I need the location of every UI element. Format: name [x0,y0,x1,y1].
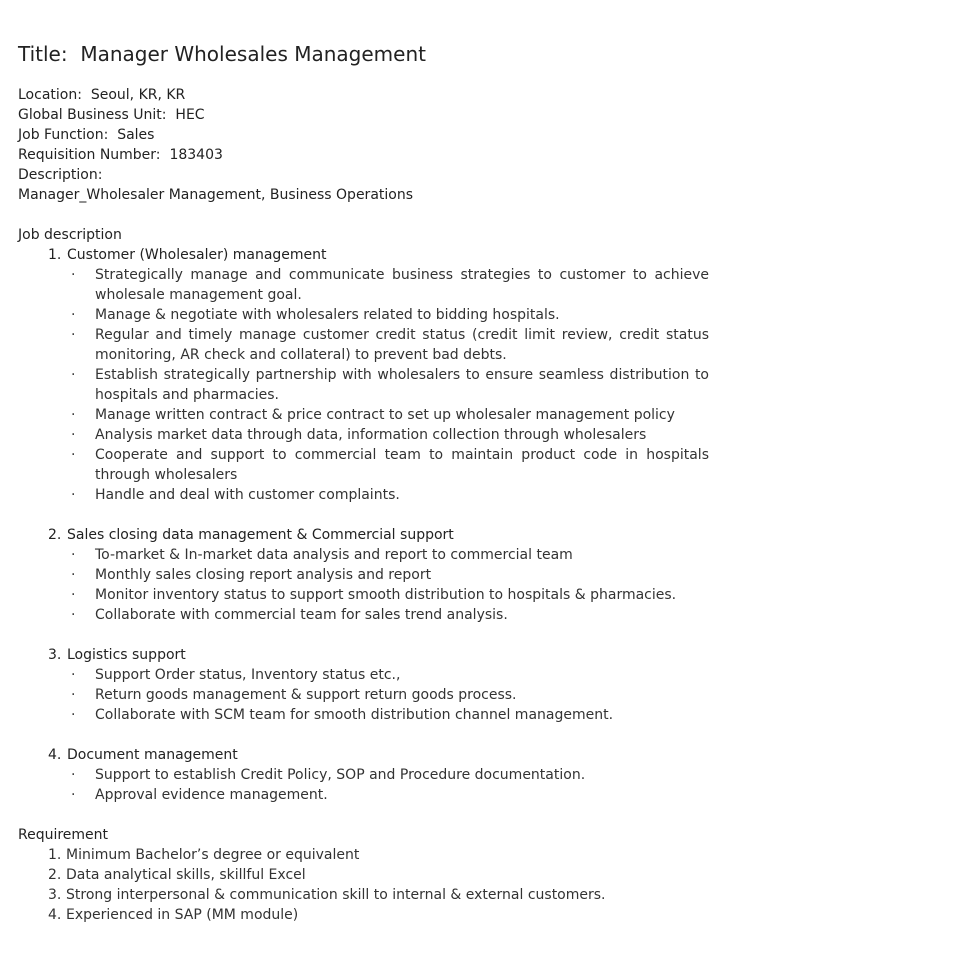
bullet-text: Collaborate with commercial team for sales trend analysis. [95,607,508,623]
job-description-sections [18,245,718,825]
bullet-item [18,365,709,405]
bullet-dot: · [71,667,76,683]
bullet-dot: · [71,707,76,723]
requirement-number: 2. [48,867,62,883]
requirement-heading: Requirement [18,827,109,843]
meta-row [18,125,718,145]
bullet-item [18,265,709,305]
requirement-text: Data analytical skills, skillful Excel [66,867,306,883]
requirement-item [18,885,718,905]
section-title: Sales closing data management & Commercial support [67,527,454,543]
bullet-dot: · [71,327,76,343]
requirement-number: 4. [48,907,62,923]
bullet-text: Handle and deal with customer complaints. [95,487,400,503]
bullet-dot: · [71,367,76,383]
bullet-dot: · [71,567,76,583]
job-description-heading: Job description [18,227,122,243]
bullet-item [18,685,709,705]
meta-value: Sales [117,127,155,143]
requirement-item [18,865,718,885]
bullet-text: Monthly sales closing report analysis and report [95,567,432,583]
section-number: 1. [48,247,62,263]
meta-row [18,165,718,185]
bullet-item [18,585,709,605]
requirement-number: 1. [48,847,62,863]
requirement-text: Strong interpersonal & communication skill to internal & external customers. [66,887,606,903]
meta-label: Requisition Number: [18,147,161,163]
bullet-text: Support to establish Credit Policy, SOP and Procedure documentation. [95,767,586,783]
bullet-item [18,485,709,505]
bullet-dot: · [71,687,76,703]
meta-label: Location: [18,87,82,103]
bullet-text: Monitor inventory status to support smooth distribution to hospitals & pharmacies. [95,587,677,603]
bullet-item [18,325,709,365]
bullet-item [18,445,709,485]
requirement-text: Minimum Bachelor’s degree or equivalent [66,847,360,863]
bullet-dot: · [71,767,76,783]
meta-list [18,85,718,185]
bullet-dot: · [71,487,76,503]
section-number: 2. [48,527,62,543]
meta-value: 183403 [169,147,223,163]
meta-value: HEC [175,107,205,123]
bullet-text: Support Order status, Inventory status etc., [95,667,401,683]
section-title: Logistics support [67,647,186,663]
bullet-dot: · [71,307,76,323]
page-title [18,40,718,68]
bullet-list [18,545,718,625]
title-value: Manager Wholesales Management [80,42,426,66]
bullet-text: Establish strategically partnership with wholesalers to ensure seamless distribution to hospitals and pharmacies. [95,367,709,403]
bullet-item [18,305,709,325]
meta-label: Description: [18,167,103,183]
bullet-text: Strategically manage and communicate business strategies to customer to achieve wholesale management goal. [95,267,709,303]
bullet-dot: · [71,587,76,603]
section-heading [18,525,718,545]
bullet-text: Cooperate and support to commercial team to maintain product code in hospitals through wholesalers [95,447,709,483]
requirement-item [18,845,718,865]
bullet-text: Regular and timely manage customer credit status (credit limit review, credit status monitoring, AR check and collateral) to prevent bad debts. [95,327,709,363]
meta-value: Seoul, KR, KR [90,87,186,103]
meta-row [18,105,718,125]
bullet-text: Return goods management & support return goods process. [95,687,517,703]
bullet-text: Approval evidence management. [95,787,328,803]
bullet-text: Manage written contract & price contract to set up wholesaler management policy [95,407,675,423]
bullet-item [18,565,709,585]
bullet-dot: · [71,407,76,423]
section-number: 3. [48,647,62,663]
bullet-dot: · [71,607,76,623]
requirement-list [18,845,718,925]
section-heading [18,245,718,265]
bullet-list [18,265,718,505]
bullet-dot: · [71,427,76,443]
requirement-item [18,905,718,925]
section-title: Customer (Wholesaler) management [67,247,327,263]
bullet-text: To-market & In-market data analysis and report to commercial team [95,547,573,563]
bullet-text: Analysis market data through data, information collection through wholesalers [95,427,647,443]
bullet-dot: · [71,787,76,803]
meta-label: Global Business Unit: [18,107,167,123]
job-posting [18,40,718,925]
bullet-dot: · [71,267,76,283]
bullet-dot: · [71,447,76,463]
meta-row [18,145,718,165]
requirement-text: Experienced in SAP (MM module) [66,907,299,923]
bullet-item [18,705,709,725]
section-title: Document management [67,747,238,763]
requirement-number: 3. [48,887,62,903]
meta-row [18,85,718,105]
section-heading [18,645,718,665]
meta-label: Job Function: [18,127,109,143]
bullet-list [18,765,718,805]
bullet-dot: · [71,547,76,563]
bullet-item [18,765,709,785]
bullet-item [18,605,709,625]
bullet-text: Collaborate with SCM team for smooth distribution channel management. [95,707,614,723]
title-label: Title: [18,42,68,66]
section-number: 4. [48,747,62,763]
bullet-item [18,785,709,805]
bullet-list [18,665,718,725]
bullet-text: Manage & negotiate with wholesalers related to bidding hospitals. [95,307,560,323]
section-heading [18,745,718,765]
bullet-item [18,425,709,445]
subtitle: Manager_Wholesaler Management, Business Operations [18,187,414,203]
bullet-item [18,665,709,685]
bullet-item [18,405,709,425]
bullet-item [18,545,709,565]
